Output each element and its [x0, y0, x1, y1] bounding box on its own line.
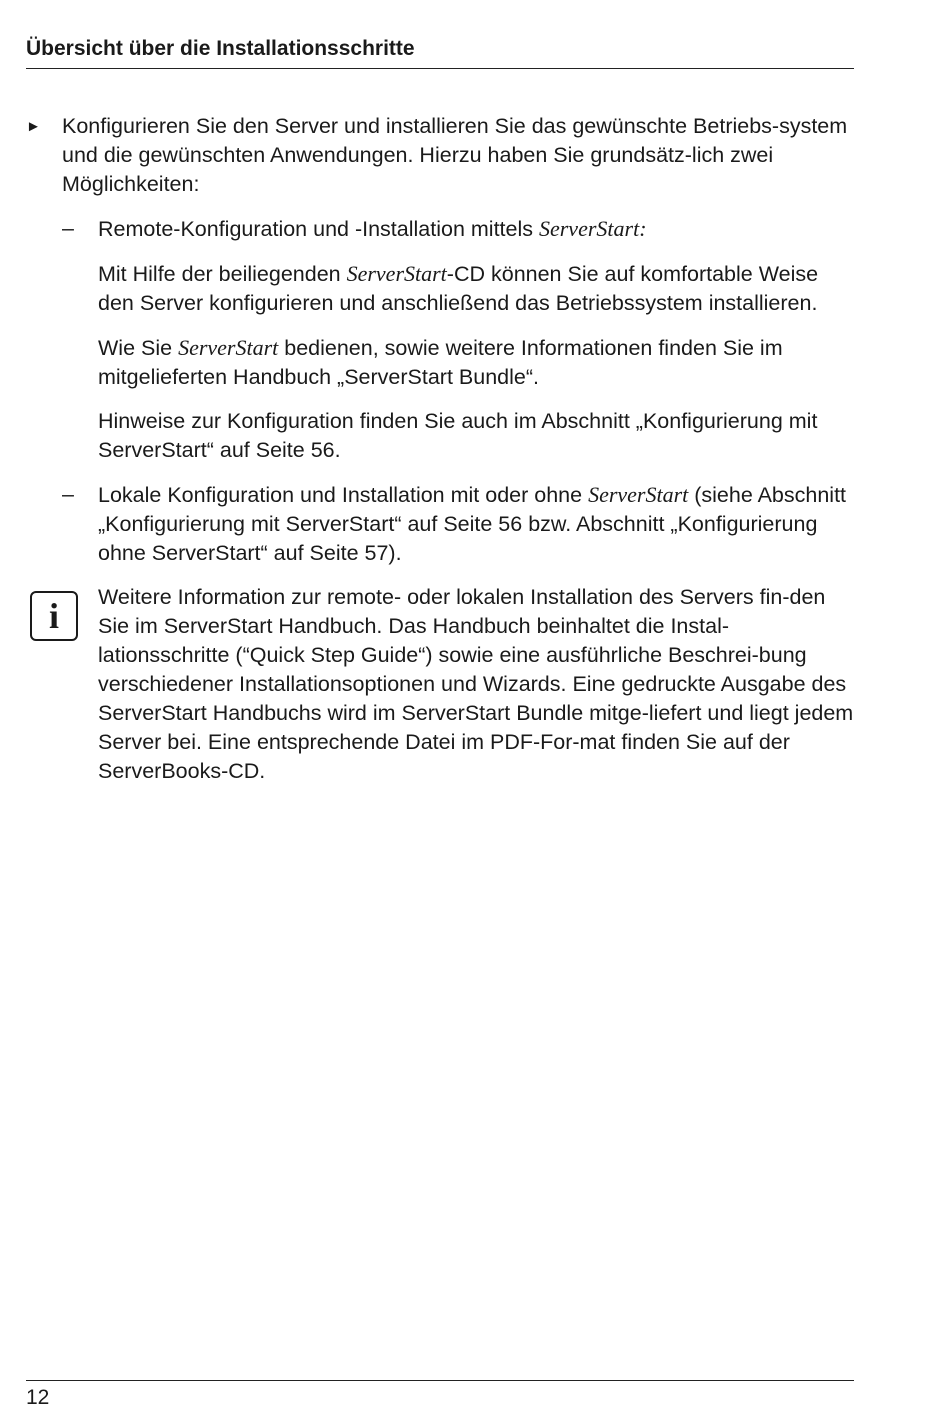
product-name: ServerStart	[346, 261, 447, 286]
remote-paragraph-handbook-pre: Wie Sie	[98, 336, 179, 360]
local-option-text-pre: Lokale Konfiguration und Installation mit oder ohne	[98, 483, 589, 507]
main-bullet-text: Konfigurieren Sie den Server und installieren Sie das gewünschte Betriebs-system und die gewünschten Anwendungen. Hierzu haben Sie grundsätz-lich zwei Möglichkeiten:	[62, 114, 848, 196]
main-bullet	[26, 112, 856, 199]
dash-bullet-icon: –	[62, 216, 74, 240]
page-body	[26, 112, 856, 786]
remote-paragraph-cd	[26, 259, 856, 318]
product-name: ServerStart	[588, 482, 689, 507]
info-note-text: Weitere Information zur remote- oder lokalen Installation des Servers fin-den Sie im ServerStart Handbuch. Das Handbuch beinhaltet die Instal-lationsschritte (“Quick Step Guide“) sowie eine ausführliche Beschrei-bung verschiedener Installationsoptionen und Wizards. Eine gedruckte Ausgabe des ServerStart Handbuchs wird im ServerStart Bundle mitge-liefert und liegt jedem Server bei. Eine entsprechende Datei im PDF-For-mat finden Sie auf der ServerBooks-CD.	[98, 585, 854, 783]
remote-paragraph-handbook-post: bedienen, sowie weitere Informationen finden Sie im mitgelieferten Handbuch „ServerStart Bundle“.	[98, 336, 783, 389]
product-name: ServerStart	[178, 335, 279, 360]
remote-paragraph-hints: Hinweise zur Konfiguration finden Sie auch im Abschnitt „Konfigurierung mit ServerStart“ auf Seite 56.	[98, 409, 818, 462]
product-name: ServerStart:	[538, 216, 647, 241]
remote-paragraph-cd-post: -CD können Sie auf komfortable Weise den Server konfigurieren und anschließend das Betriebssystem installieren.	[98, 262, 819, 315]
page-number: 12	[26, 1386, 50, 1409]
info-icon: i	[30, 591, 78, 641]
page-footer	[26, 1380, 854, 1411]
remote-option-item	[26, 214, 856, 244]
remote-paragraph-handbook	[26, 333, 856, 392]
dash-bullet-icon: –	[62, 482, 74, 506]
info-note	[26, 583, 856, 786]
page-header	[26, 36, 854, 69]
remote-paragraph-cd-pre: Mit Hilfe der beiliegenden	[98, 262, 347, 286]
local-option-item	[26, 480, 856, 568]
remote-option-text: Remote-Konfiguration und -Installation mittels	[98, 217, 539, 241]
triangle-bullet-icon: ►	[26, 118, 41, 135]
local-option-text-post: (siehe Abschnitt „Konfigurierung mit ServerStart“ auf Seite 56 bzw. Abschnitt „Konfigurierung ohne ServerStart“ auf Seite 57).	[98, 483, 847, 565]
section-title: Übersicht über die Installationsschritte	[26, 37, 415, 60]
